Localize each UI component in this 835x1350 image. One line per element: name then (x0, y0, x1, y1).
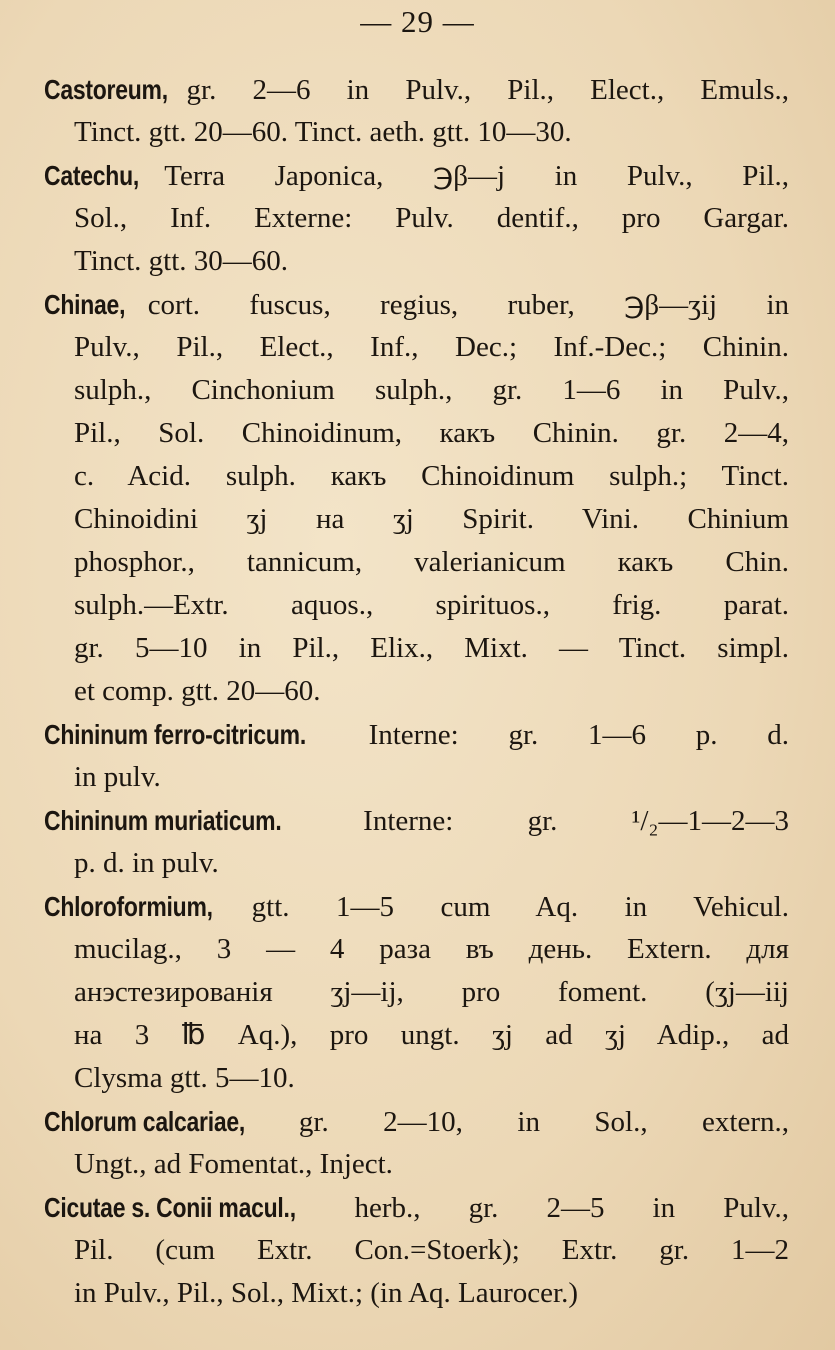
entry-chinae (44, 283, 789, 713)
entry-term: Chininum ferro-citricum. (44, 719, 306, 750)
entry-chininum-muriaticum (44, 799, 789, 885)
entry-chloroformium (44, 885, 789, 1100)
entry-first-line (44, 885, 789, 928)
entry-line: Sol., Inf. Externe: Pulv. dentif., pro Gargar. (74, 202, 789, 234)
entry-text: gr. 2—10, in Sol., extern., (298, 1106, 789, 1138)
entry-text: Terra Japonica, ℈β—j in Pulv., Pil., (164, 160, 789, 192)
page-number: — 29 — (360, 4, 475, 39)
entry-first-line (44, 799, 789, 842)
entry-text: gr. 2—6 in Pulv., Pil., Elect., Emuls., (186, 74, 789, 106)
entry-chlorum-calcariae (44, 1100, 789, 1186)
entry-term: Castoreum, (44, 74, 168, 105)
entry-chininum-ferro-citricum (44, 713, 789, 799)
entry-line: sulph., Cinchonium sulph., gr. 1—6 in Pulv., (74, 374, 789, 406)
entry-line: Clysma gtt. 5—10. (74, 1062, 295, 1094)
entry-text: Interne: gr. ¹/₂—1—2—3 (363, 805, 790, 837)
entry-first-line (44, 713, 789, 756)
entry-term: Chinae, (44, 289, 126, 320)
entry-term: Chloroformium, (44, 891, 213, 922)
entry-term: Cicutae s. Conii macul., (44, 1192, 296, 1223)
entry-text: Interne: gr. 1—6 p. d. (368, 719, 790, 751)
entry-first-line (44, 283, 789, 326)
entry-line: Pil., Sol. Chinoidinum, какъ Chinin. gr. 2—4, (74, 417, 789, 449)
entry-text: cort. fuscus, regius, ruber, ℈β—ʒij in (147, 289, 789, 321)
entry-line: Tinct. gtt. 20—60. Tinct. aeth. gtt. 10—30. (74, 116, 572, 148)
entry-line: phosphor., tannicum, valerianicum какъ Chin. (74, 546, 789, 578)
entry-line: Pil. (cum Extr. Con.=Stoerk); Extr. gr. 1—2 (74, 1234, 789, 1266)
entry-first-line (44, 1100, 789, 1143)
entry-catechu (44, 154, 789, 283)
entry-cicutae (44, 1186, 789, 1315)
entry-line: in Pulv., Pil., Sol., Mixt.; (in Aq. Laurocer.) (74, 1277, 579, 1309)
entry-line: анэстезированія ʒj—ij, pro foment. (ʒj—iij (74, 976, 789, 1008)
entry-line: in pulv. (74, 761, 161, 793)
entry-first-line (44, 68, 789, 111)
entry-line: Pulv., Pil., Elect., Inf., Dec.; Inf.-Dec.; Chinin. (74, 331, 789, 363)
entry-text: herb., gr. 2—5 in Pulv., (354, 1192, 789, 1224)
entry-first-line (44, 1186, 789, 1229)
entry-first-line (44, 154, 789, 197)
entry-line: sulph.—Extr. aquos., spirituos., frig. parat. (74, 589, 789, 621)
entry-line: Chinoidini ʒj на ʒj Spirit. Vini. Chinium (74, 503, 789, 535)
entry-line: c. Acid. sulph. какъ Chinoidinum sulph.; Tinct. (74, 460, 789, 492)
entry-line: et comp. gtt. 20—60. (74, 675, 321, 707)
entry-castoreum (44, 68, 789, 154)
entry-line: p. d. in pulv. (74, 847, 219, 879)
entry-line: Tinct. gtt. 30—60. (74, 245, 289, 277)
entry-line: gr. 5—10 in Pil., Elix., Mixt. — Tinct. simpl. (74, 632, 789, 664)
entry-term: Catechu, (44, 160, 140, 191)
entry-line: mucilag., 3 — 4 раза въ день. Extern. для (74, 933, 789, 965)
entry-term: Chininum muriaticum. (44, 805, 282, 836)
entry-line: на 3 ℔ Aq.), pro ungt. ʒj ad ʒj Adip., ad (74, 1019, 789, 1051)
entries-list (44, 68, 789, 1315)
entry-line: Ungt., ad Fomentat., Inject. (74, 1148, 393, 1180)
entry-term: Chlorum calcariae, (44, 1106, 246, 1137)
entry-text: gtt. 1—5 cum Aq. in Vehicul. (251, 891, 789, 923)
